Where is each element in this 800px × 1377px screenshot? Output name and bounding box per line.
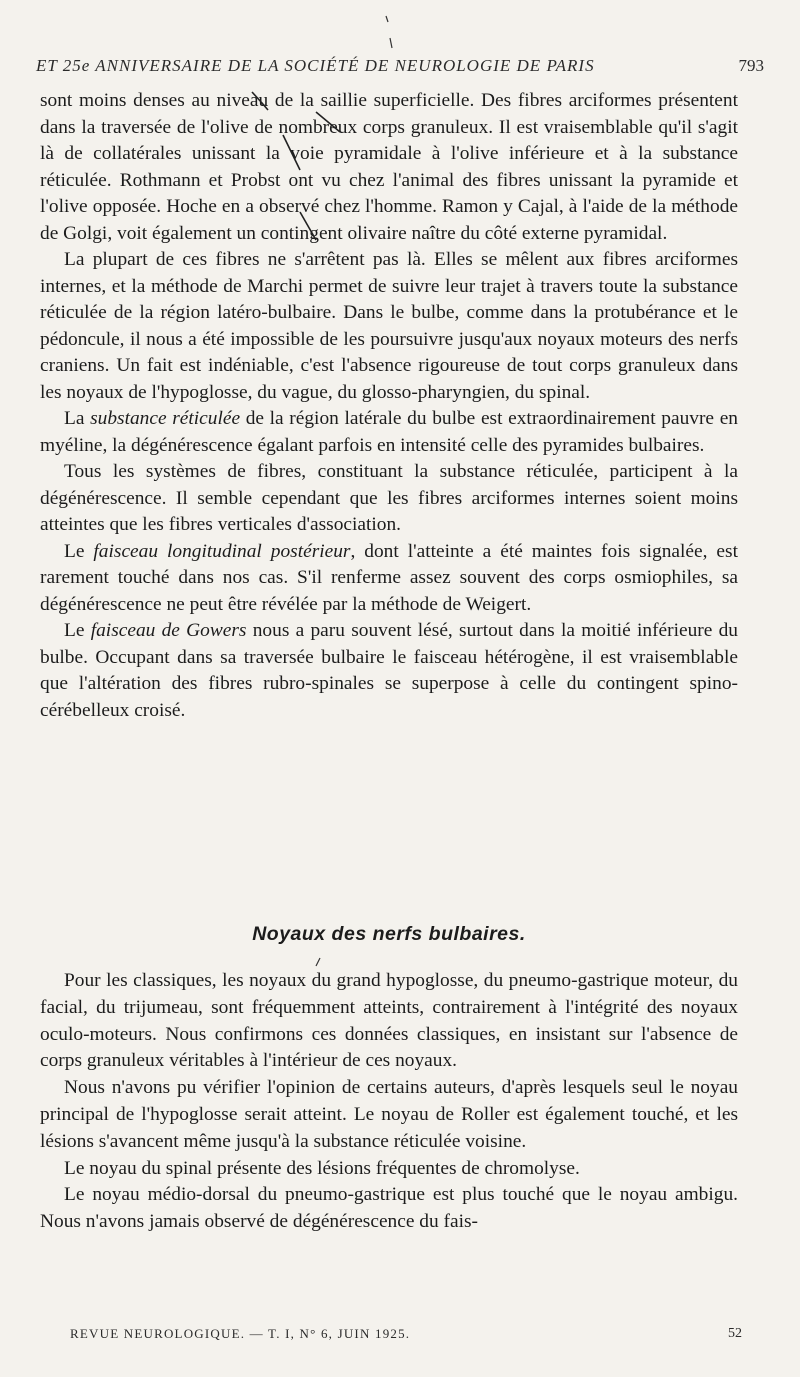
body-text-upper xyxy=(40,88,738,724)
emphasized-term: faisceau longitudinal postérieur xyxy=(93,540,351,562)
paragraph-substance-reticulee xyxy=(40,406,738,459)
pen-stroke-mark xyxy=(390,38,392,48)
emphasized-term: faisceau de Gowers xyxy=(90,620,247,641)
section-heading: Noyaux des nerfs bulbaires. xyxy=(252,923,526,945)
running-title: ET 25e ANNIVERSAIRE DE LA SOCIÉTÉ DE NEUROLOGIE DE PARIS xyxy=(36,56,595,75)
journal-reference: REVUE NEUROLOGIQUE. — T. I, N° 6, JUIN 1925. xyxy=(70,1326,411,1341)
text-lead: La xyxy=(64,408,91,429)
body-text-lower xyxy=(40,968,738,1236)
page-footer xyxy=(70,1326,742,1346)
emphasized-term: substance réticulée xyxy=(90,408,241,429)
pen-stroke-mark xyxy=(386,16,388,22)
page-number: 793 xyxy=(738,56,764,75)
sheet-signature: 52 xyxy=(728,1326,742,1341)
paragraph-noyaux-classiques: Pour les classiques, les noyaux du grand hypoglosse, du pneumo-gastrique moteur, du facial, du trijumeau, sont fréquemment atteints, contrairement à l'intégrité des noyaux oculo-moteurs. Nous confirmons ces données classiques, en insistant sur l'absence de corps granuleux véritables à l'intérieur de ces noyaux. xyxy=(40,970,738,1072)
paragraph-faisceau-longitudinal xyxy=(40,539,738,619)
paragraph-hypoglosse: Nous n'avons pu vérifier l'opinion de certains auteurs, d'après lesquels seul le noyau principal de l'hypoglosse serait atteint. Le noyau de Roller est également touché, et les lésions s'avancent même jusqu'à la substance réticulée voisine. xyxy=(40,1077,738,1152)
paragraph-spinal: Le noyau du spinal présente des lésions fréquentes de chromolyse. xyxy=(64,1157,580,1179)
paragraph-faisceau-gowers xyxy=(40,618,738,724)
paragraph-olive: sont moins denses au niveau de la saillie superficielle. Des fibres arciformes présentent dans la traversée de l'olive de nombreux corps granuleux. Il est vraisemblable qu'il s'agit là de collatérales unissant la voie pyramidale à l'olive inférieure et à la substance réticulée. Rothmann et Probst ont vu chez l'animal des fibres unissant la pyramide et l'olive opposée. Hoche en a observé chez l'homme. Ramon y Cajal, à l'aide de la méthode de Golgi, voit également un contingent olivaire naître du côté externe pyramidal. xyxy=(40,90,738,244)
paragraph-systemes-fibres: Tous les systèmes de fibres, constituant la substance réticulée, participent à la dégénérescence. Il semble cependant que les fibres arciformes internes soient moins atteintes que les fibres verticales d'association. xyxy=(40,461,738,535)
text-lead: Le xyxy=(64,620,91,641)
text-rest: nous a paru souvent lésé, surtout dans la moitié inférieure du bulbe. Occupant dans sa traversée bulbaire le faisceau hétérogène, il est vraisemblable que l'altération des fibres rubro-spinales se superpose à celle du contingent spino-cérébelleux croisé. xyxy=(40,620,738,721)
pen-stroke-mark xyxy=(316,958,320,966)
paragraph-pneumo-gastrique: Le noyau médio-dorsal du pneumo-gastrique est plus touché que le noyau ambigu. Nous n'avons jamais observé de dégénérescence du fais- xyxy=(40,1184,738,1233)
running-header xyxy=(36,56,764,86)
text-rest: de la région latérale du bulbe est extraordinairement pauvre en myéline, la dégénérescence égalant parfois en intensité celle des pyramides bulbaires. xyxy=(40,408,738,456)
paragraph-fibres-arciformes: La plupart de ces fibres ne s'arrêtent pas là. Elles se mêlent aux fibres arciformes internes, et la méthode de Marchi permet de suivre leur trajet à travers toute la substance réticulée de la région latéro-bulbaire. Dans le bulbe, comme dans la protubérance et le pédoncule, il nous a été impossible de les poursuivre jusqu'aux noyaux moteurs des nerfs craniens. Un fait est indéniable, c'est l'absence rigoureuse de tout corps granuleux dans les noyaux de l'hypoglosse, du vague, du glosso-pharyngien, du spinal. xyxy=(40,249,738,403)
text-rest: , dont l'atteinte a été maintes fois signalée, est rarement touché dans nos cas. S'il renferme assez souvent des corps osmiophiles, sa dégénérescence ne peut être révélée par la méthode de Weigert. xyxy=(40,540,738,615)
text-lead: Le xyxy=(64,540,94,562)
